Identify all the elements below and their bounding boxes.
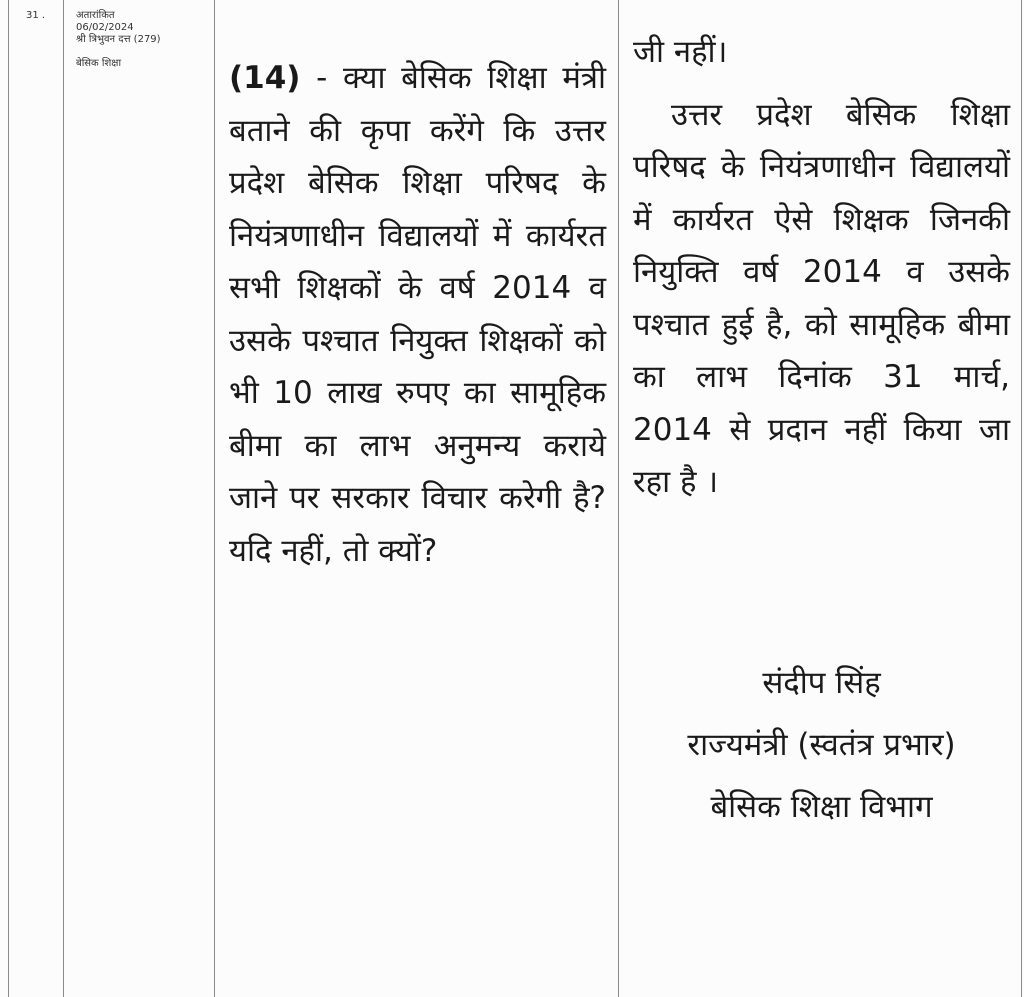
question-type: अतारांकित: [76, 10, 115, 21]
department-label: बेसिक शिक्षा: [76, 58, 122, 69]
answer-paragraph: उत्तर प्रदेश बेसिक शिक्षा परिषद के नियंत्रणाधीन विद्यालयों में कार्यरत ऐसे शिक्षक जिनकी नियुक्ति वर्ष 2014 व उसके पश्चात हुई है, को सामूहिक बीमा का लाभ दिनांक 31 मार्च, 2014 से प्रदान नहीं किया जा रहा है ।: [633, 96, 1010, 500]
signatory-name: संदीप सिंह: [762, 665, 881, 701]
question-meta-cell: [64, 0, 214, 997]
answer-line-1: जी नहीं।: [633, 34, 728, 70]
question-date: 06/02/2024: [76, 22, 134, 33]
question-number: (14): [229, 60, 301, 96]
serial-number-cell: [8, 0, 63, 997]
signatory-designation: राज्यमंत्री (स्वतंत्र प्रभार): [687, 727, 956, 763]
question-text: [229, 52, 606, 577]
signature-block: [619, 652, 1024, 838]
serial-number: 31 .: [26, 10, 46, 21]
answer-cell: [619, 0, 1024, 997]
question-body: - क्या बेसिक शिक्षा मंत्री बताने की कृपा करेंगे कि उत्तर प्रदेश बेसिक शिक्षा परिषद के नियंत्रणाधीन विद्यालयों में कार्यरत सभी शिक्षकों के वर्ष 2014 व उसके पश्चात नियुक्त शिक्षकों को भी 10 लाख रुपए का सामूहिक बीमा का लाभ अनुमन्य कराये जाने पर सरकार विचार करेगी है? यदि नहीं, तो क्यों?: [229, 60, 606, 569]
member-name: श्री त्रिभुवन दत्त (279): [76, 34, 161, 45]
question-cell: [215, 0, 618, 997]
signatory-department: बेसिक शिक्षा विभाग: [710, 789, 933, 825]
